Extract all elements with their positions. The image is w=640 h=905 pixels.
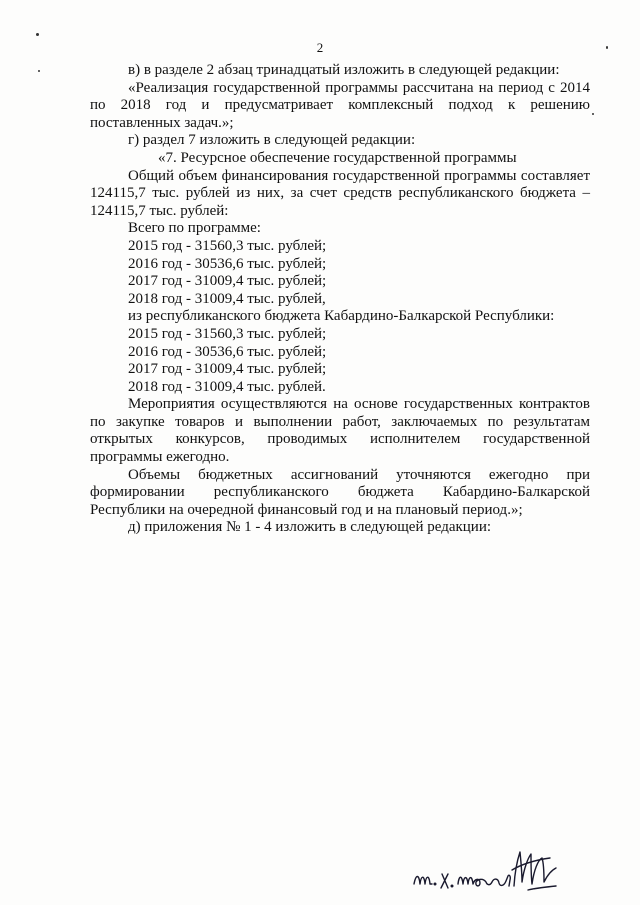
page-number: 2 bbox=[316, 40, 324, 55]
program-year-line: 2016 год - 30536,6 тыс. рублей; bbox=[128, 255, 327, 272]
budget-year-line: 2015 год - 31560,3 тыс. рублей; bbox=[128, 325, 327, 342]
scan-speck bbox=[38, 70, 40, 72]
program-year-line: 2015 год - 31560,3 тыс. рублей; bbox=[128, 237, 327, 254]
paragraph-b-intro: в) в разделе 2 абзац тринадцатый изложить в следующей редакции: bbox=[128, 62, 560, 78]
budget-year-line: 2016 год - 30536,6 тыс. рублей; bbox=[128, 343, 327, 360]
scan-speck bbox=[36, 33, 39, 36]
paragraph-b-quote: «Реализация государственной программы рассчитана на период с 2014 по 2018 год и предусматривает комплексный подход к решению поставленных задач.»; bbox=[90, 79, 590, 131]
document-body bbox=[90, 62, 590, 537]
scan-speck bbox=[592, 113, 594, 115]
budget-year-line: 2017 год - 31009,4 тыс. рублей; bbox=[128, 361, 327, 378]
paragraph-d-intro: д) приложения № 1 - 4 изложить в следующей редакции: bbox=[128, 519, 492, 536]
section-7-heading: «7. Ресурсное обеспечение государственной программы bbox=[158, 149, 517, 166]
from-budget-label: из республиканского бюджета Кабардино-Балкарской Республики: bbox=[128, 308, 555, 325]
budget-year-line: 2018 год - 31009,4 тыс. рублей. bbox=[128, 378, 326, 395]
paragraph-total-funding: Общий объем финансирования государственной программы составляет 124115,7 тыс. рублей из них, за счет средств республиканского бюджета – 124115,7 тыс. рублей: bbox=[90, 167, 590, 219]
paragraph-volumes: Объемы бюджетных ассигнований уточняются ежегодно при формировании республиканского бюджета Кабардино-Балкарской Республики на очередной финансовый год и на плановый период.»; bbox=[90, 466, 590, 518]
handwritten-signature bbox=[410, 840, 560, 900]
paragraph-events: Мероприятия осуществляются на основе государственных контрактов по закупке товаров и выполнении работ, заключаемых по результатам открытых конкурсов, проводимых исполнителем государственной программы ежегодно. bbox=[90, 396, 590, 466]
program-year-line: 2018 год - 31009,4 тыс. рублей, bbox=[128, 290, 326, 307]
paragraph-g-intro: г) раздел 7 изложить в следующей редакции: bbox=[128, 132, 416, 149]
program-year-line: 2017 год - 31009,4 тыс. рублей; bbox=[128, 273, 327, 290]
all-by-program-label: Всего по программе: bbox=[128, 220, 261, 237]
